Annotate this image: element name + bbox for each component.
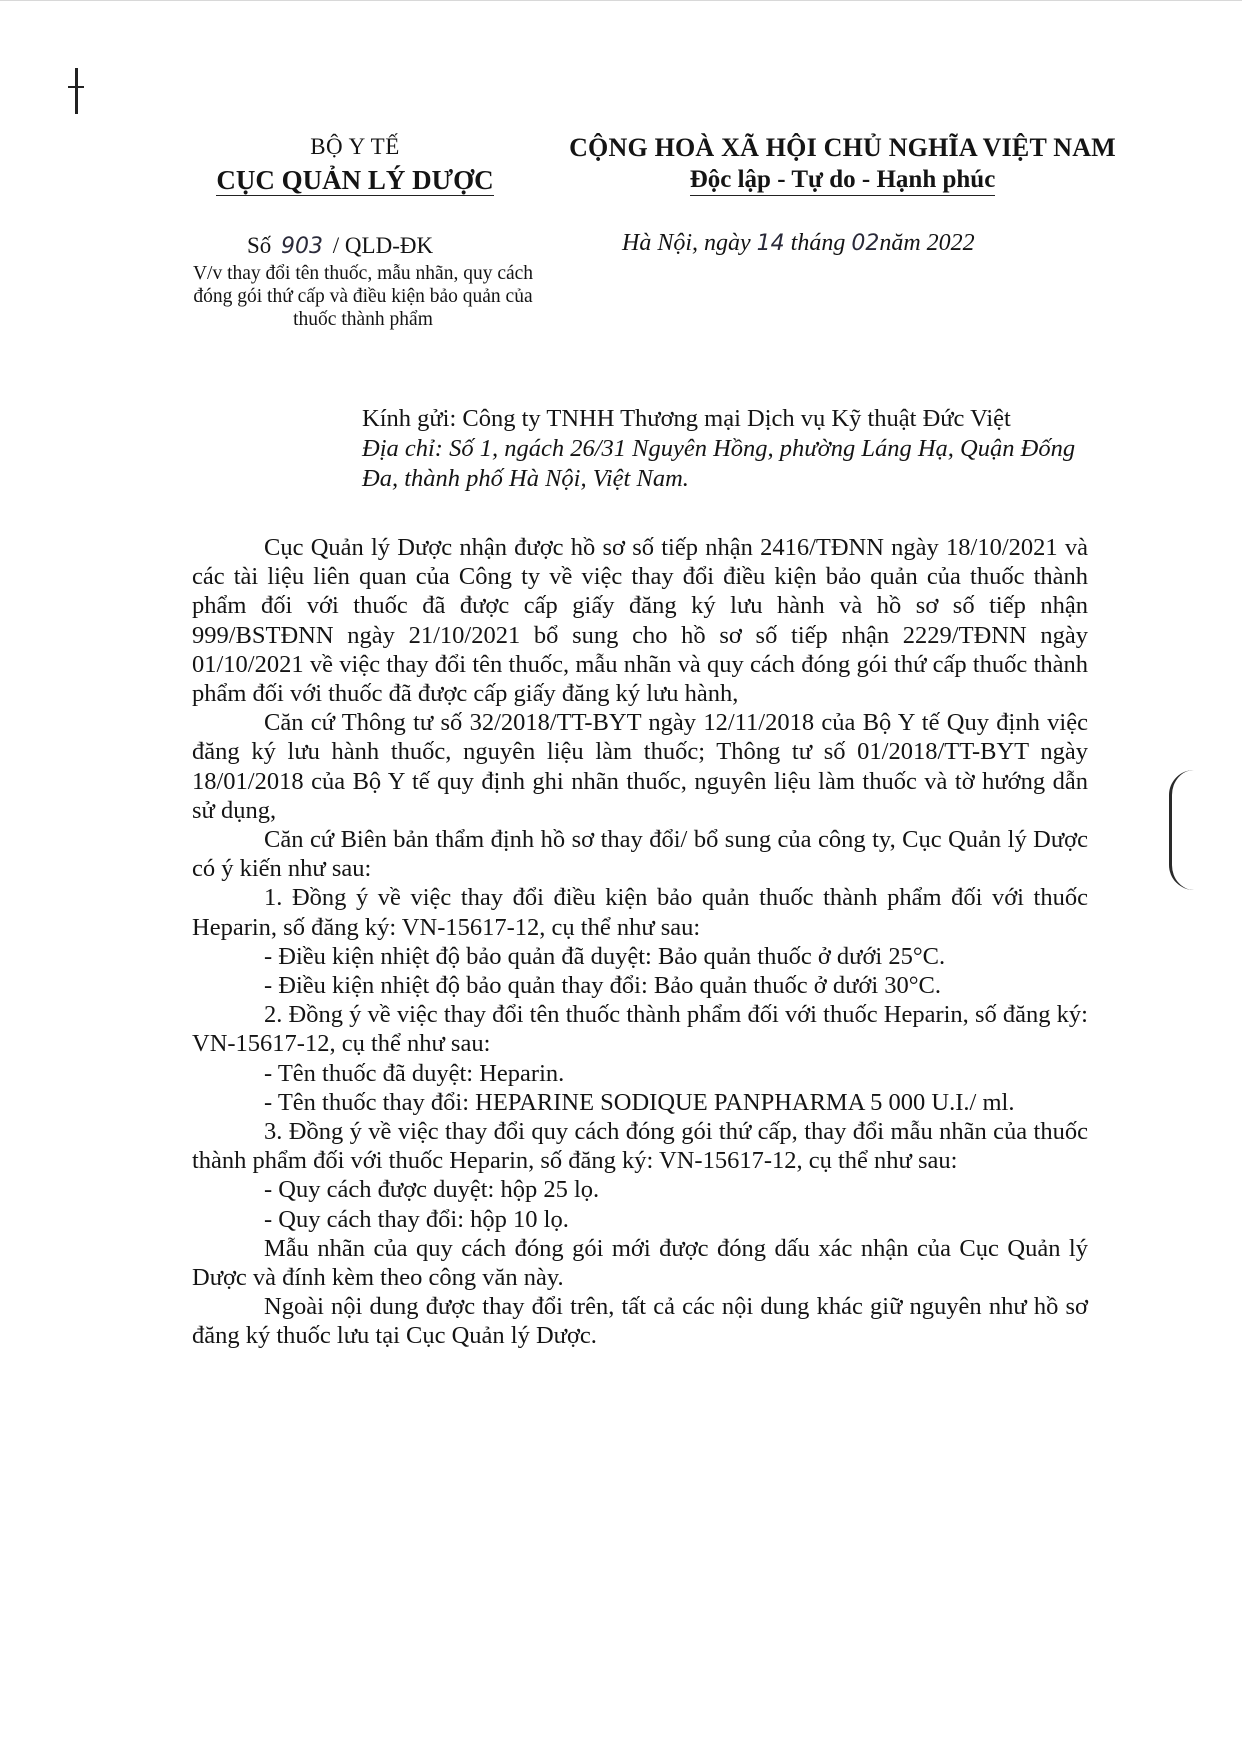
document-subject: V/v thay đổi tên thuốc, mẫu nhãn, quy cách đóng gói thứ cấp và điều kiện bảo quản của thuốc thành phẩm <box>192 263 534 330</box>
body-item-3: 3. Đồng ý về việc thay đổi quy cách đóng gói thứ cấp, thay đổi mẫu nhãn của thuốc thành phẩm đối với thuốc Heparin, số đăng ký: VN-15617-12, cụ thể như sau: <box>192 1118 1088 1175</box>
doc-number-suffix: / QLD-ĐK <box>332 233 434 258</box>
body-item-1-approved: - Điều kiện nhiệt độ bảo quản đã duyệt: Bảo quản thuốc ở dưới 25°C. <box>264 942 946 970</box>
body-paragraph-legal-basis: Căn cứ Thông tư số 32/2018/TT-BYT ngày 12/11/2018 của Bộ Y tế Quy định việc đăng ký lưu hành thuốc, nguyên liệu làm thuốc; Thông tư số 01/2018/TT-BYT ngày 18/01/2018 của Bộ Y tế quy định ghi nhãn thuốc, nguyên liệu làm thuốc và tờ hướng dẫn sử dụng, <box>192 709 1088 824</box>
date-month-handwritten: 02 <box>851 231 880 256</box>
ministry-name: BỘ Y TẾ <box>310 134 400 159</box>
binding-mark-tick <box>68 86 84 88</box>
doc-number-handwritten: 903 <box>281 234 324 259</box>
body-item-2-changed: - Tên thuốc thay đổi: HEPARINE SODIQUE PANPHARMA 5 000 U.I./ ml. <box>264 1088 1015 1116</box>
body-paragraph-label-note: Mẫu nhãn của quy cách đóng gói mới được đóng dấu xác nhận của Cục Quản lý Dược và đính kèm theo công văn này. <box>192 1234 1088 1292</box>
department-name-text: CỤC QUẢN LÝ DƯỢC <box>216 165 494 195</box>
date-month-label: tháng <box>790 230 846 256</box>
body-item-1-changed: - Điều kiện nhiệt độ bảo quản thay đổi: Bảo quản thuốc ở dưới 30°C. <box>264 972 942 1000</box>
nation-title: CỘNG HOÀ XÃ HỘI CHỦ NGHĨA VIỆT NAM <box>569 133 1116 162</box>
binding-mark <box>75 68 78 114</box>
date-line <box>622 230 975 257</box>
body-paragraph-receipt: Cục Quản lý Dược nhận được hồ sơ số tiếp nhận 2416/TĐNN ngày 18/10/2021 và các tài liệu liên quan của Công ty về việc thay đổi điều kiện bảo quản của thuốc thành phẩm đối với thuốc đã được cấp giấy đăng ký lưu hành và hồ sơ số tiếp nhận 999/BSTĐNN ngày 21/10/2021 bổ sung cho hồ sơ số tiếp nhận 2229/TĐNN ngày 01/10/2021 về việc thay đổi tên thuốc, mẫu nhãn và quy cách đóng gói thứ cấp thuốc thành phẩm đối với thuốc đã được cấp giấy đăng ký lưu hành, <box>192 534 1088 708</box>
date-prefix: Hà Nội, ngày <box>622 230 751 256</box>
body-paragraph-closing: Ngoài nội dung được thay đổi trên, tất cả các nội dung khác giữ nguyên như hồ sơ đăng ký thuốc lưu tại Cục Quản lý Dược. <box>192 1293 1088 1350</box>
issuing-agency-block <box>150 132 560 198</box>
date-day-handwritten: 14 <box>756 231 785 256</box>
body-item-2-approved: - Tên thuốc đã duyệt: Heparin. <box>264 1059 565 1087</box>
body-paragraph-assessment: Căn cứ Biên bản thẩm định hồ sơ thay đổi/ bổ sung của công ty, Cục Quản lý Dược có ý kiến như sau: <box>192 826 1088 883</box>
doc-number-prefix: Số <box>247 233 272 258</box>
body-item-1: 1. Đồng ý về việc thay đổi điều kiện bảo quản thuốc thành phẩm đối với thuốc Heparin, số đăng ký: VN-15617-12, cụ thể như sau: <box>192 884 1088 941</box>
national-motto-text: Độc lập - Tự do - Hạnh phúc <box>690 166 996 196</box>
recipient-line: Kính gửi: Công ty TNHH Thương mại Dịch vụ Kỹ thuật Đức Việt <box>362 405 1011 432</box>
recipient-block <box>362 404 1092 494</box>
document-number <box>247 232 433 261</box>
body-item-3-changed: - Quy cách thay đổi: hộp 10 lọ. <box>264 1205 569 1233</box>
recipient-address: Địa chỉ: Số 1, ngách 26/31 Nguyên Hồng, phường Láng Hạ, Quận Đống Đa, thành phố Hà Nội, Việt Nam. <box>362 435 1076 492</box>
date-year-label: năm 2022 <box>879 230 975 256</box>
department-name <box>150 162 560 198</box>
body-item-3-approved: - Quy cách được duyệt: hộp 25 lọ. <box>264 1176 600 1204</box>
margin-bracket-mark <box>1169 770 1194 890</box>
letter-body <box>192 533 1088 1351</box>
national-heading-block <box>560 132 1125 196</box>
body-item-2: 2. Đồng ý về việc thay đổi tên thuốc thành phẩm đối với thuốc Heparin, số đăng ký: VN-15617-12, cụ thể như sau: <box>192 1001 1088 1058</box>
national-motto <box>560 164 1125 196</box>
